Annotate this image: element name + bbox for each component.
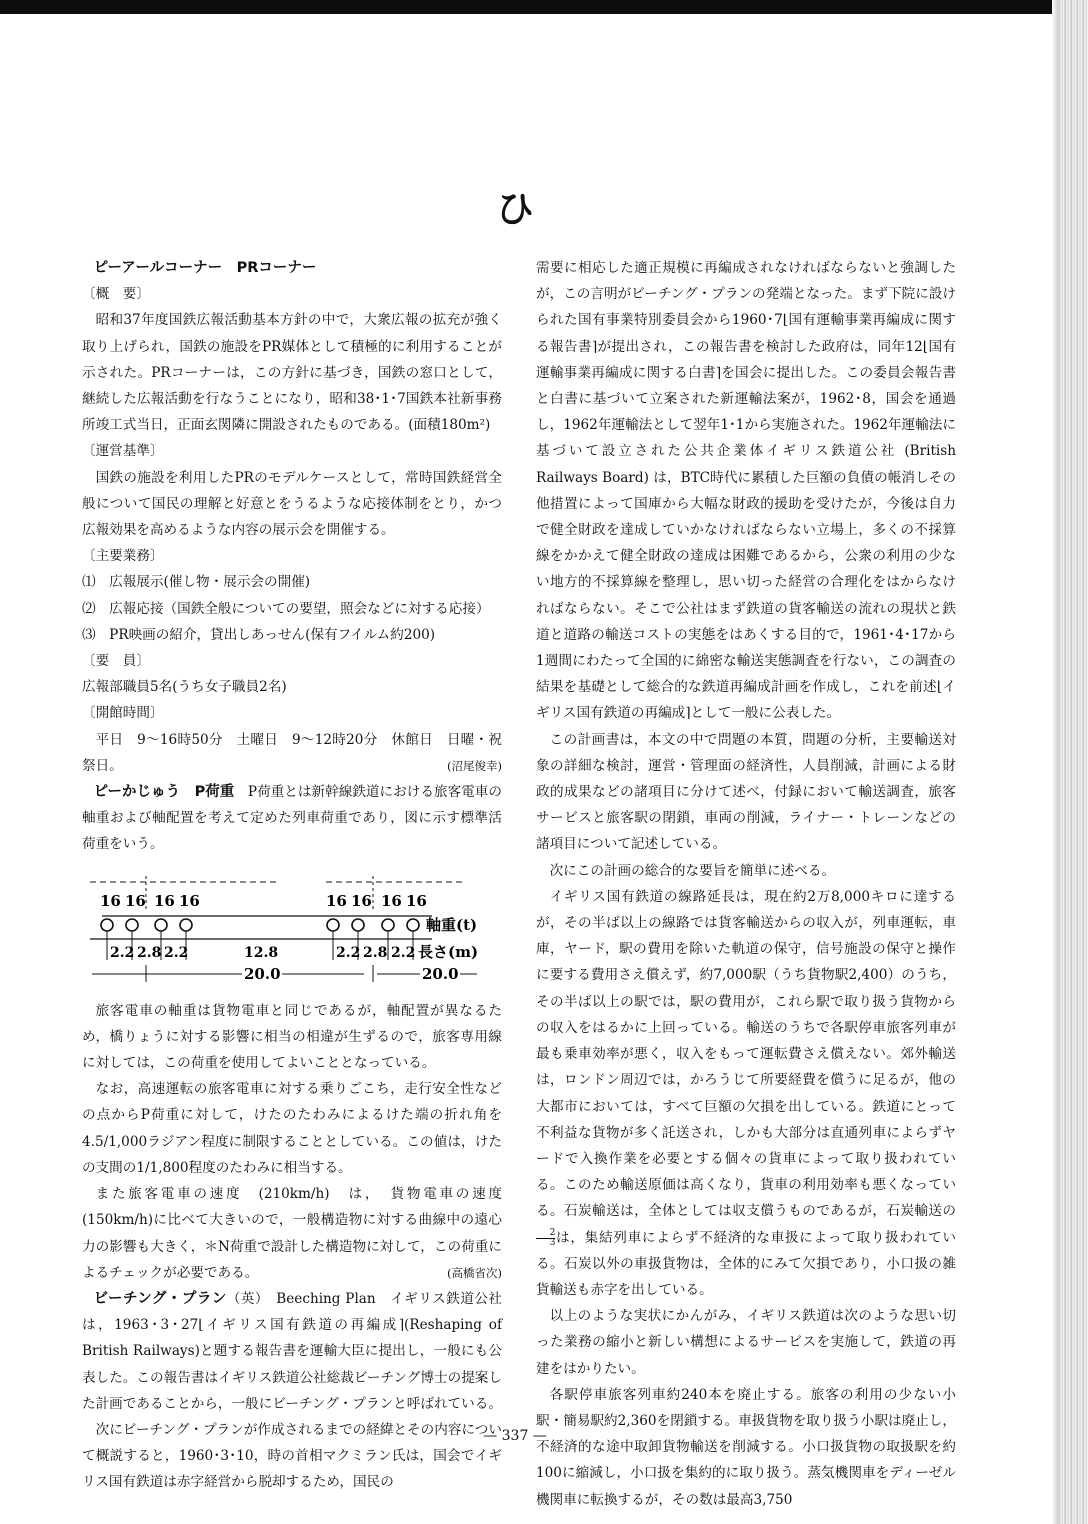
p-load-4-text: また旅客電車の速度 (210km/h) は， 貨物電車の速度 (150km/h)に比べて大きいので，一般構造物に対する曲線中の遠心力の影響も大きく，＊N荷重で設計した構造物に対して，この荷重によるチェックが必要である。 [82, 1186, 516, 1281]
paragraph-staff: 広報部職員5名(うち女子職員2名) [82, 679, 287, 696]
wheel [327, 919, 339, 931]
axle-load-value: 16 [100, 891, 121, 910]
paragraph-p-load-3: なお，高速運転の旅客電車に対する乗りごこち，走行安全性などの点からP荷重に対して，けたのたわみによるけた端の折れ角を4.5/1,000ラジアン程度に制限することとしている。この値は，けたの支間の1/1,800程度のたわみに相当する。 [82, 1081, 502, 1176]
right-column [536, 255, 956, 1513]
author-signature: (沼尾俊幸) [447, 758, 502, 773]
wheel [352, 919, 364, 931]
wheel-group [101, 919, 419, 931]
spacing-value: 12.8 [244, 944, 279, 961]
hours-text: 平日 9～16時50分 土曜日 9～12時20分 休館日 日曜・祝祭日。 [82, 731, 502, 774]
section-label-duties: 〔主要業務〕 [82, 548, 164, 565]
wheel [155, 919, 167, 931]
spacing-value: 2.8 [137, 944, 162, 961]
paragraph-beeching-2: 次にビーチング・プランが作成されるまでの経緯とその内容について概説すると，1960･3･10，時の首相マクミラン氏は，国会でイギリス国有鉄道は赤字経営から脱却するため，国民の [82, 1421, 502, 1491]
paragraph-right-6: 各駅停車旅客列車約240本を廃止する。旅客の利用の少ない小駅・簡易駅約2,360を閉鎖する。車扱貨物を取り扱う小駅は廃止し，不経済的な途中取卸貨物輸送を削減する。小口扱貨物の取扱駅を約100に縮減し，小口扱を集約的に取り扱う。蒸気機関車をディーゼル機関車に転換するが，その数は最高3,750 [536, 1386, 956, 1508]
page-edge-stack [1058, 0, 1088, 1524]
wheel [407, 919, 419, 931]
scan-top-border [0, 0, 1088, 14]
axle-load-value: 16 [179, 891, 200, 910]
axle-load-value: 16 [154, 891, 175, 910]
page-number: — 337 — [483, 1428, 547, 1444]
wheel [126, 919, 138, 931]
paragraph-criteria: 国鉄の施設を利用したPRのモデルケースとして，常時国鉄経営全般について国民の理解と好意とをうるような応接体制をとり，かつ広報効果を高めるような内容の展示会を開催する。 [82, 469, 502, 539]
author-signature: (高橋省次) [447, 1265, 502, 1280]
section-label-staff: 〔要 員〕 [82, 653, 150, 670]
paragraph-right-3: 次にこの計画の総合的な要旨を簡単に述べる。 [549, 862, 836, 879]
section-heading: ひ [495, 186, 534, 231]
wheel [382, 919, 394, 931]
paragraph-right-2: この計画書は，本文の中で問題の本質，問題の分析，主要輸送対象の詳細な検討，運営・管理面の経済性，人員削減，計画による財政的成果などの諸項目に分けて述べ，付録において輸送調査，旅客サービスと旅客駅の閉鎖，車両の削減，ライナー・トレーンなどの諸項目について記述している。 [536, 731, 956, 853]
p-load-definition: P荷重とは新幹線鉄道における旅客電車の軸重および軸配置を考えて定めた列車荷重であり，図に示す標準活荷重をいう。 [82, 784, 503, 853]
spacing-value: 2.8 [363, 944, 388, 961]
car-length-value: 20.0 [244, 964, 281, 983]
spacing-value: 2.2 [110, 944, 135, 961]
section-label-overview: 〔概 要〕 [82, 286, 150, 303]
spacing-value: 2.2 [391, 944, 416, 961]
fraction-denominator: 3 [549, 1237, 556, 1248]
entry-title-beeching-plan: ビーチング・プラン [93, 1290, 227, 1307]
axle-load-value: 16 [381, 891, 402, 910]
paragraph-right-1: 需要に相応した適正規模に再編成されなければならないと強調したが，この言明がビーチング・プランの発端となった。まず下院に設けられた国有事業特別委員会から1960･7⌊国有運輸事業再編成に関する報告書⌉が提出され，この報告書を検討した政府は，同年12⌊国有運輸事業再編成に関する白書⌉を国会に提出した。この委員会報告書と白書に基づいて立案された新運輸法案が，1962･8，国会を通過し，1962年運輸法として翌年1･1から実施された。1962年運輸法に基づいて設立された公共企業体イギリス鉄道公社 (British Railways Board) は，BTC時代に累積した巨額の負債の帳消しその他措置によって国庫から大幅な財政的援助を受けたが，今後は自力で健全財政を達成していかなければならない立場上，多くの不採算線をかかえて健全財政の達成は困難であるから，公衆の利用の少ない地方的不採算線を整理し，思い切った経営の合理化をはからなければならない。そこで公社はまず鉄道の貨客輸送の流れの現状と鉄道と道路の輸送コストの実態をはあくする目的で，1961･4･17から1週間にわたって全国的に綿密な輸送実態調査を行ない，この調査の結果を基礎として総合的な鉄道再編成計画を作成し，これを前述⌊イギリス国有鉄道の再編成⌉として一般に公表した。 [536, 260, 956, 722]
p-load-diagram [82, 870, 502, 990]
axle-load-value: 16 [125, 891, 146, 910]
right-4-text-a: イギリス国有鉄道の線路延長は，現在約2万8,000キロに達するが，その半ば以上の線路では貨客輸送からの収入が，列車運転，車庫，ヤード，駅の費用を除いた軌道の保守，信号施設の保守と操作に要する費用さえ償えず，約7,000駅（うち貨物駅2,400）のうち，その半ば以上の駅では，駅の費用が，これら駅で取り扱う貨物からの収入をはるかに上回っている。輸送のうちで各駅停車旅客列車が最も乗車効率が悪く，収入をもって運転費さえ償えない。郊外輸送は，ロンドン周辺では，かろうじて所要経費を償うに足るが，他の大都市においては，すべて巨額の欠損を出している。鉄道にとって不利益な貨物が多く託送され，しかも大部分は直通列車によらずヤードで入換作業を必要とする個々の貨車によって取り扱われている。このため輸送原価は高くなり，貨車の利用効率も悪くなっている。石炭輸送は，全体としては収支償うものであるが，石炭輸送の [536, 888, 956, 1220]
axle-load-value: 16 [351, 891, 372, 910]
duty-item-3: ⑶ PR映画の紹介，貸出しあっせん(保有フイルム約200) [82, 626, 436, 643]
paragraph-right-5: 以上のような実状にかんがみ，イギリス鉄道は次のような思い切った業務の縮小と新しい構想によるサービスを実施して，鉄道の再建をはかりたい。 [536, 1308, 956, 1377]
axle-load-value: 16 [326, 891, 347, 910]
paragraph-hours [82, 727, 502, 779]
paragraph-p-load-4 [82, 1181, 516, 1286]
axle-load-label: 軸重(t) [426, 915, 478, 934]
duty-item-2: ⑵ 広報応接（国鉄全般についての要望，照会などに対する応接） [82, 600, 490, 617]
duty-item-1: ⑴ 広報展示(催し物・展示会の開催) [82, 574, 311, 591]
fraction-numerator: 2 [536, 1229, 555, 1239]
paragraph-right-4 [536, 884, 956, 1303]
paragraph-p-load-2: 旅客電車の軸重は貨物電車と同じであるが，軸配置が異なるため，橋りょうに対する影響に相当の相違が生ずるので，旅客専用線に対しては，この荷重を使用してよいこととなっている。 [82, 1002, 502, 1072]
paragraph-overview: 昭和37年度国鉄広報活動基本方針の中で，大衆広報の拡充が強く取り上げられ，国鉄の施設をPR媒体として積極的に利用することが示された。PRコーナーは，この方針に基づき，国鉄の窓口として，継続した広報活動を行なうことになり，昭和38･1･7国鉄本社新事務所竣工式当日，正面玄関隣に開設されたものである。(面積180m²) [82, 312, 502, 434]
length-label: 長さ(m) [418, 942, 479, 961]
wheel [101, 919, 113, 931]
spacing-value: 2.2 [336, 944, 361, 961]
wheel [180, 919, 192, 931]
section-label-hours: 〔開館時間〕 [82, 705, 164, 722]
entry-title-pr-corner: ピーアールコーナー PRコーナー [93, 260, 317, 276]
fraction [536, 1229, 555, 1248]
section-label-criteria: 〔運営基準〕 [82, 443, 164, 460]
car-length-value: 20.0 [422, 964, 459, 983]
spacing-value: 2.2 [164, 944, 189, 961]
right-4-text-b: は，集結列車によらず不経済的な車扱によって取り扱われている。石炭以外の車扱貨物は，全体的にみて欠損であり，小口扱の雑貨輸送も赤字を出している。 [536, 1229, 956, 1298]
entry-title-p-load: ピーかじゅう P荷重 [93, 784, 235, 801]
beeching-intro: （英） Beeching Plan イギリス鉄道公社は，1963･3･27⌊イギリス国有鉄道の再編成⌉(Reshaping of British Railways)と題する報告書を運輸大臣に提出し，一般にも公表した。この報告書はイギリス鉄道公社総裁ビーチング博士の提案した計画であることから，一般にビーチング・プランと呼ばれている。 [82, 1290, 503, 1412]
axle-load-value: 16 [406, 891, 427, 910]
